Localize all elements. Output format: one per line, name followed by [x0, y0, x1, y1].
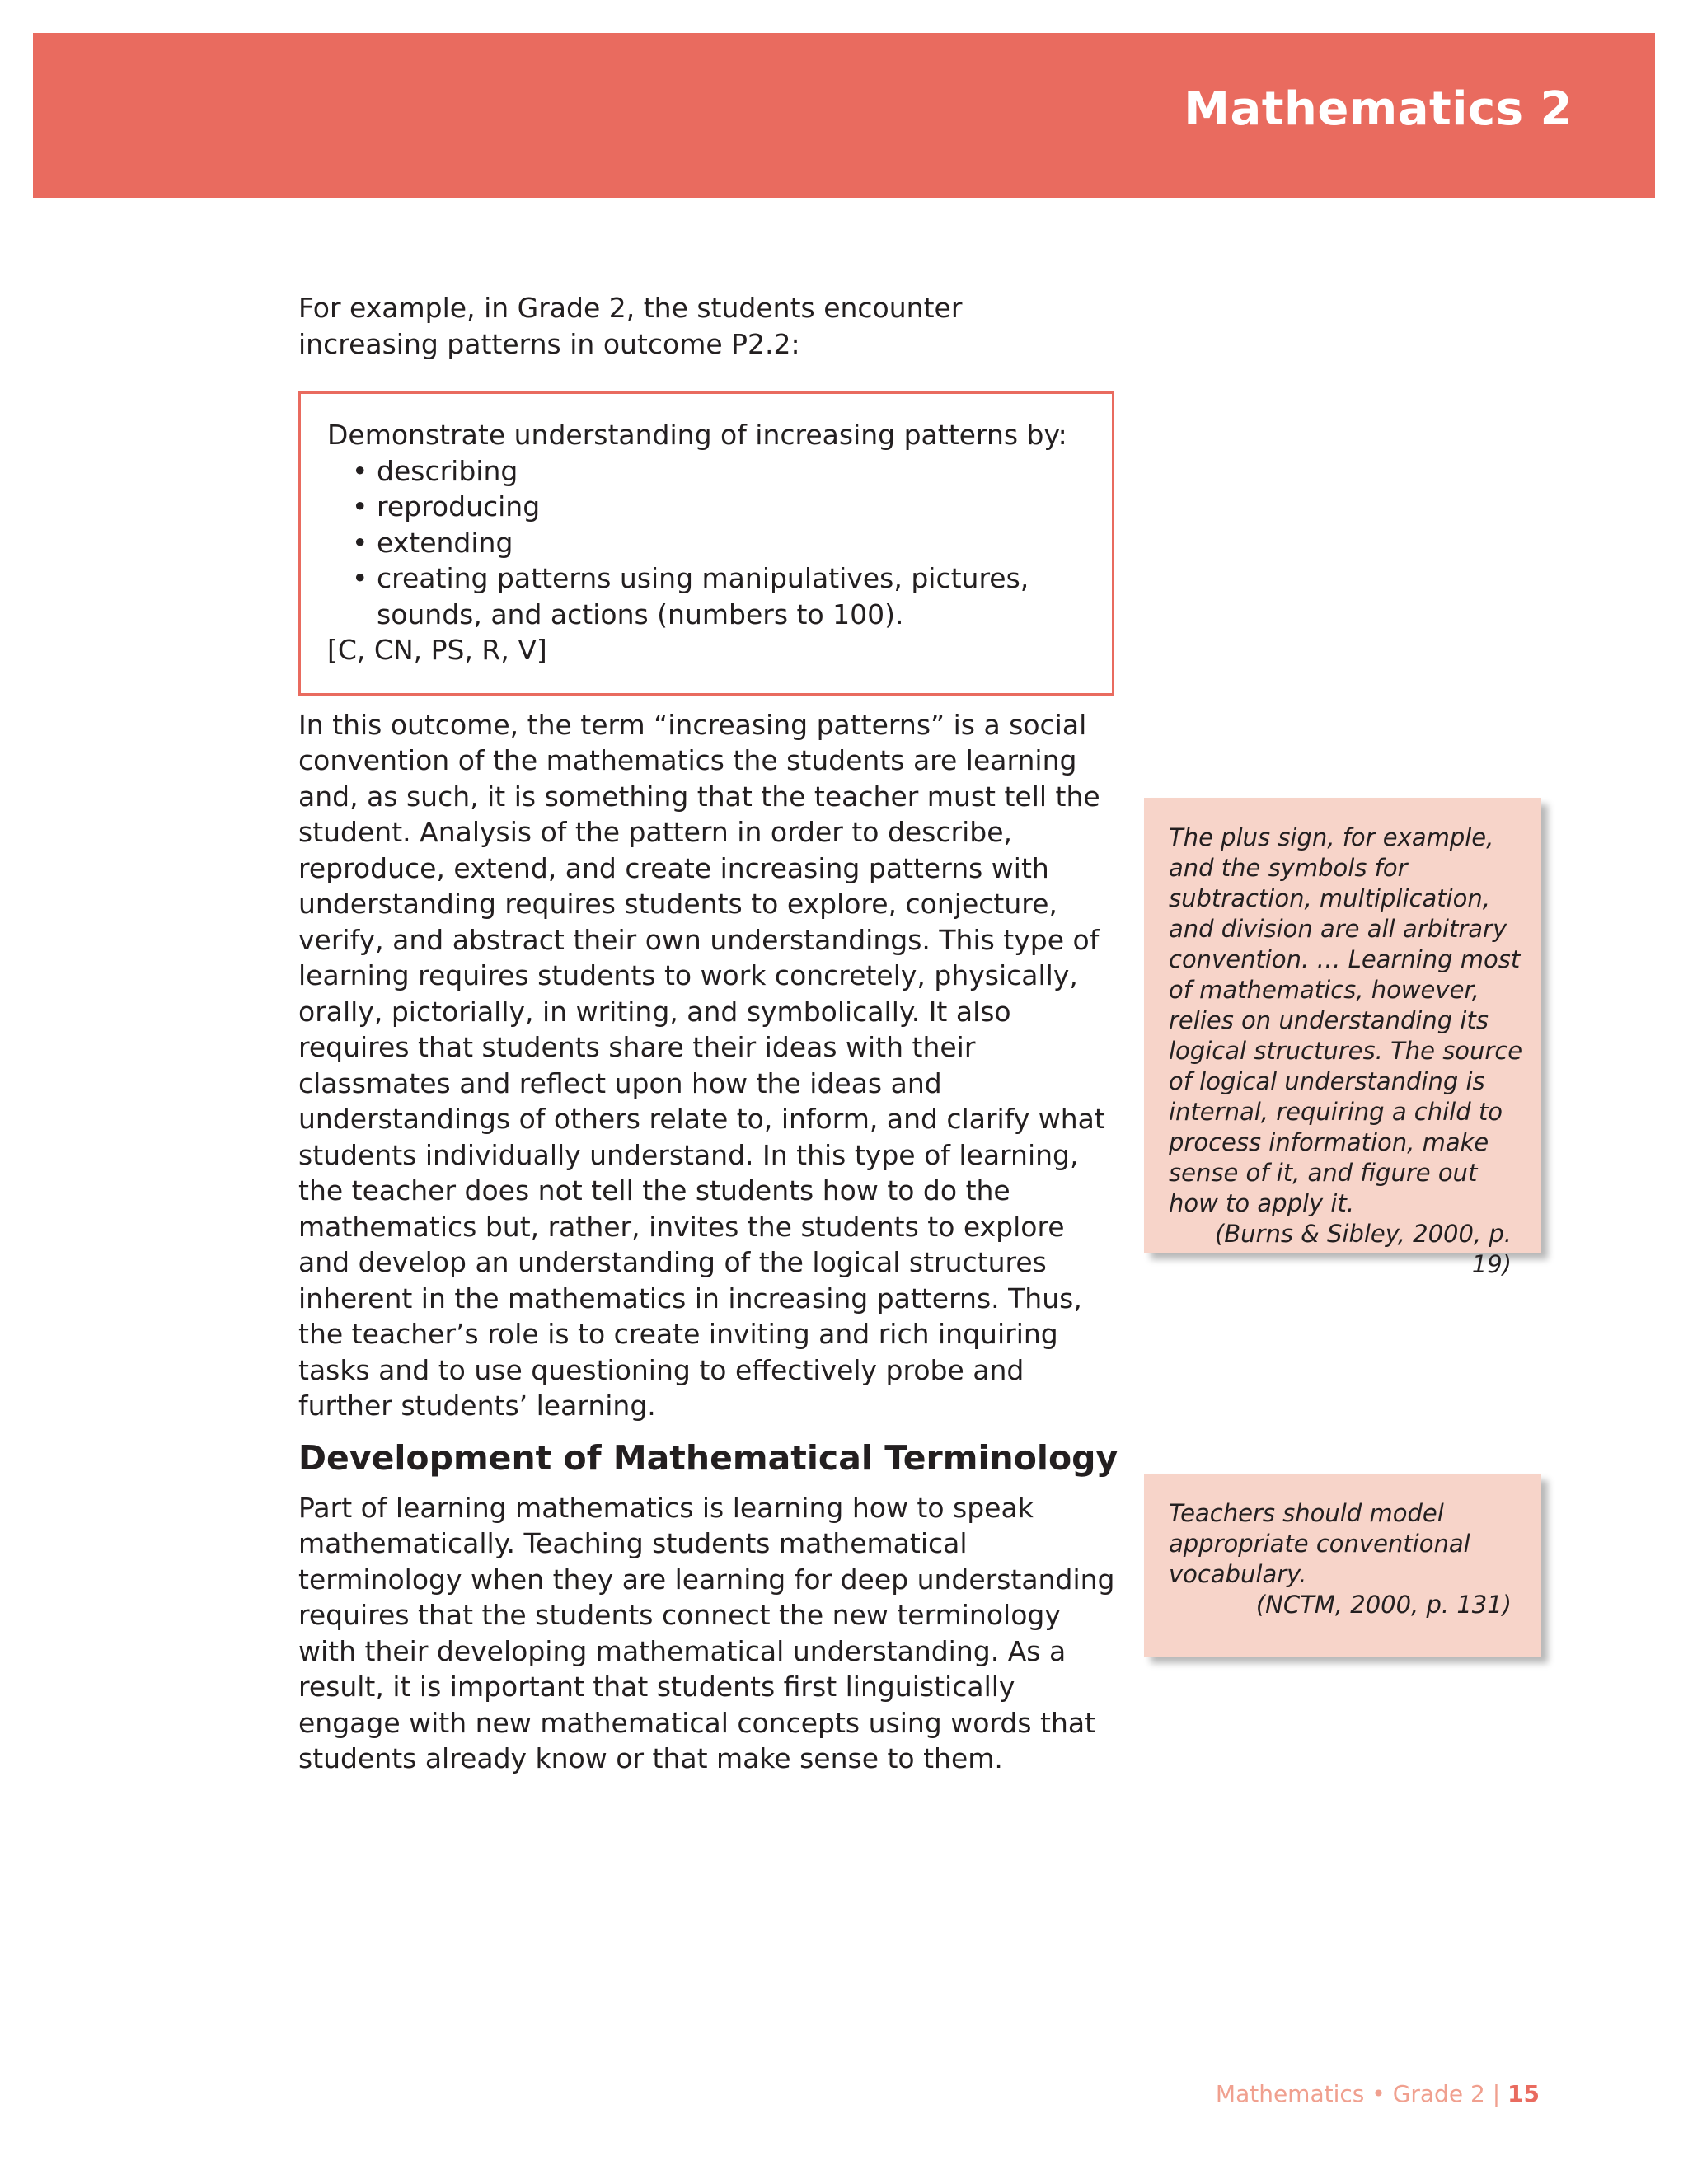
outcome-list-item: • describing	[349, 453, 1087, 490]
outcome-list-item: • extending	[349, 525, 1087, 561]
footer-subject: Mathematics	[1215, 2080, 1365, 2107]
outcome-lead: Demonstrate understanding of increasing patterns by:	[327, 419, 1067, 451]
quote-citation: (Burns & Sibley, 2000, p. 19)	[1214, 1220, 1512, 1278]
outcome-list-item: • reproducing	[349, 489, 1087, 525]
sidebar-quote-2	[1144, 1474, 1541, 1657]
outcome-list	[327, 453, 1087, 633]
footer-divider: |	[1492, 2080, 1501, 2107]
quote-citation: (NCTM, 2000, p. 131)	[1255, 1591, 1512, 1619]
main-content	[298, 290, 1123, 1777]
page-title: Mathematics 2	[1184, 82, 1573, 136]
body-paragraph-2: Part of learning mathematics is learning how to speak mathematically. Teaching students mathematical terminology when they are learning for deep understanding requires that the students connect the new terminology with their developing mathematical understanding. As a result, it is important that students first linguistically engage with new mathematical concepts using words that students already know or that make sense to them.	[298, 1491, 1115, 1774]
outcome-codes: [C, CN, PS, R, V]	[327, 634, 547, 666]
outcome-list-item: • creating patterns using manipulatives, pictures, sounds, and actions (numbers to 100).	[349, 560, 1087, 632]
page-footer	[1216, 2080, 1540, 2107]
quote-text: Teachers should model appropriate conventional vocabulary.	[1169, 1499, 1470, 1588]
page-number: 15	[1507, 2080, 1540, 2107]
outcome-box	[298, 391, 1114, 696]
body-paragraph-1: In this outcome, the term “increasing patterns” is a social convention of the mathematics the students are learning and, as such, it is something that the teacher must tell the student. Analysis of the pattern in order to describe, reproduce, extend, and create increasing patterns with understanding requires students to explore, conjecture, verify, and abstract their own understandings. This type of learning requires students to work concretely, physically, orally, pictorially, in writing, and symbolically. It also requires that students share their ideas with their classmates and reflect upon how the ideas and understandings of others relate to, inform, and clarify what students individually understand. In this type of learning, the teacher does not tell the students how to do the mathematics but, rather, invites the students to explore and develop an understanding of the logical structures inherent in the mathematics in increasing patterns. Thus, the teacher’s role is to create inviting and rich inquiring tasks and to use questioning to effectively probe and further students’ learning.	[298, 708, 1105, 1422]
sidebar-quote-1	[1144, 798, 1541, 1278]
footer-separator: •	[1372, 2080, 1386, 2107]
section-heading: Development of Mathematical Terminology	[298, 1437, 1118, 1478]
intro-paragraph: For example, in Grade 2, the students encounter increasing patterns in outcome P2.2:	[298, 292, 963, 360]
footer-grade: Grade 2	[1392, 2080, 1485, 2107]
quote-text: The plus sign, for example, and the symbols for subtraction, multiplication, and division are all arbitrary convention. … Learning most of mathematics, however, relies on understanding its logical structures. The source of logical understanding is internal, requiring a child to process information, make sense of it, and figure out how to apply it.	[1169, 823, 1523, 1217]
